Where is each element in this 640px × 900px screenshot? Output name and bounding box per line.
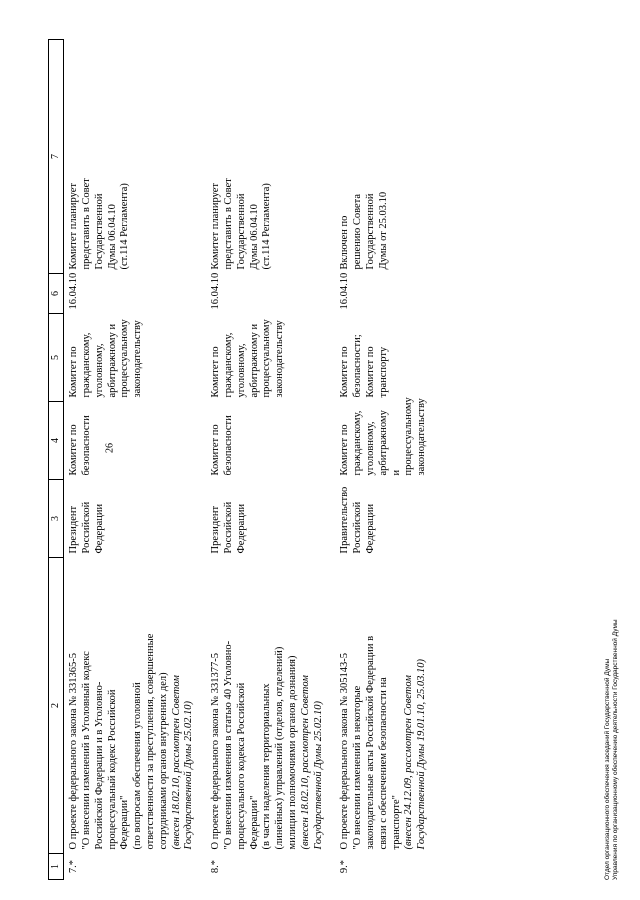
responsible-line: процессуальному xyxy=(119,319,131,398)
desc-line: "О внесении изменения в статью 40 Уголовно- xyxy=(222,640,234,850)
remark-line: представить в Совет xyxy=(222,178,234,270)
desc-line: законодательные акты Российской Федерации в xyxy=(364,635,376,850)
desc-line: (в части наделения территориальных xyxy=(261,683,273,850)
header-row xyxy=(49,40,64,880)
row-number: 8.* xyxy=(210,859,222,874)
bill-note: Государственной Думы 25.02.10) xyxy=(183,701,195,850)
initiator-line: Президент xyxy=(210,505,222,554)
desc-line: Федерации" xyxy=(119,795,131,850)
remark xyxy=(335,40,439,274)
row-number: 9.* xyxy=(339,859,351,874)
bill-note: Государственной Думы 25.02.10) xyxy=(312,701,324,850)
co-committee-line: процессуальному xyxy=(403,397,415,476)
responsible-line: безопасности; xyxy=(352,334,364,398)
initiator-line: Президент xyxy=(68,505,80,554)
initiator-line: Федерации xyxy=(235,503,247,554)
page-number: 26 xyxy=(104,443,116,453)
date: 16.04.10 xyxy=(339,272,351,310)
responsible-line: Комитет по xyxy=(339,346,351,398)
responsible-line: гражданскому, xyxy=(80,332,92,398)
bill-description xyxy=(64,558,206,854)
desc-line: "О внесении изменений в некоторые xyxy=(352,685,364,850)
responsible-line: Комитет по xyxy=(210,346,222,398)
header-col-6: 6 xyxy=(49,274,64,314)
co-committee-line: уголовному, xyxy=(364,421,376,476)
desc-line: процессуальный кодекс Российской xyxy=(106,689,118,850)
responsible-line: транспорту xyxy=(377,346,389,398)
header-col-3: 3 xyxy=(49,480,64,558)
initiator-line: Российской xyxy=(222,501,234,554)
remark-line: представить в Совет xyxy=(80,178,92,270)
co-committee xyxy=(206,402,335,480)
responsible-line: процессуальному xyxy=(261,319,273,398)
responsible-line: арбитражному и xyxy=(106,323,118,398)
responsible-line: законодательству xyxy=(132,320,144,398)
co-committee-line: Комитет по xyxy=(339,424,351,476)
desc-line: связи с обеспечением безопасности на xyxy=(377,677,389,850)
date: 16.04.10 xyxy=(68,272,80,310)
date: 16.04.10 xyxy=(210,272,222,310)
responsible-line: Комитет по xyxy=(68,346,80,398)
desc-line: процессуального кодекса Российской xyxy=(235,682,247,850)
table-row xyxy=(64,40,206,880)
remark-line: (ст.114 Регламента) xyxy=(119,183,131,270)
desc-line: "О внесении изменений в Уголовный кодекс xyxy=(80,651,92,850)
bill-title: О проекте федерального закона № 331365-5 xyxy=(68,652,80,850)
co-committee-line: гражданскому, xyxy=(352,410,364,476)
desc-line: Федерации" xyxy=(248,795,260,850)
header-col-7: 7 xyxy=(49,40,64,274)
responsible-committee xyxy=(64,314,206,402)
bill-note: (внесен 24.12.09, рассмотрен Советом xyxy=(403,675,415,850)
responsible-line: арбитражному и xyxy=(248,323,260,398)
initiator-line: Правительство xyxy=(339,486,351,554)
responsible-line: гражданскому, xyxy=(222,332,234,398)
remark-line: Думы 06.04.10 xyxy=(248,204,260,270)
co-committee-line: Комитет по xyxy=(68,424,80,476)
co-committee xyxy=(335,397,439,480)
bill-description xyxy=(335,558,439,854)
co-committee-line: законодательству xyxy=(416,398,428,476)
legislation-table xyxy=(48,39,439,880)
desc-line: транспорте" xyxy=(390,795,402,850)
remark-line: Включен по xyxy=(339,215,351,270)
footer-line-2: Управления по организационному обеспечению деятельности Государственной Думы xyxy=(612,619,620,880)
initiator xyxy=(64,480,206,558)
bill-note: (внесен 18.02.10, рассмотрен Советом xyxy=(299,675,311,850)
table-row xyxy=(206,40,335,880)
remark-line: Государственной xyxy=(235,193,247,270)
initiator-line: Российской xyxy=(352,501,364,554)
co-committee-line: безопасности xyxy=(222,415,234,476)
co-committee-line: Комитет по xyxy=(210,424,222,476)
responsible-line: Комитет по xyxy=(364,346,376,398)
header-col-2: 2 xyxy=(49,558,64,854)
co-committee xyxy=(64,402,206,480)
desc-line: (линейных) управлений (отделов, отделений) xyxy=(274,646,286,850)
remark-line: Комитет планирует xyxy=(68,183,80,270)
responsible-committee xyxy=(206,314,335,402)
bill-title: О проекте федерального закона № 305143-5 xyxy=(339,652,351,850)
remark-line: Думы 06.04.10 xyxy=(106,204,118,270)
responsible-line: законодательству xyxy=(274,320,286,398)
table-row xyxy=(335,40,439,880)
remark-line: Государственной xyxy=(93,193,105,270)
initiator-line: Федерации xyxy=(93,503,105,554)
initiator-line: Российской xyxy=(80,501,92,554)
desc-line: сотрудниками органов внутренних дел) xyxy=(157,672,169,850)
bill-note: (внесен 18.02.10, рассмотрен Советом xyxy=(170,675,182,850)
remark-line: Думы от 25.03.10 xyxy=(377,191,389,270)
responsible-line: уголовному, xyxy=(93,343,105,398)
header-col-5: 5 xyxy=(49,314,64,402)
page-footer xyxy=(604,619,621,880)
remark xyxy=(206,40,335,274)
remark-line: (ст.114 Регламента) xyxy=(261,183,273,270)
remark xyxy=(64,40,206,274)
bill-note: Государственной Думы 19.01.10, 25.03.10) xyxy=(416,659,428,850)
co-committee-line: безопасности xyxy=(80,415,92,476)
desc-line: (по вопросам обеспечения уголовной xyxy=(132,682,144,850)
responsible-committee xyxy=(335,314,439,402)
desc-line: Российской Федерации и в Уголовно- xyxy=(93,681,105,850)
header-col-1: 1 xyxy=(49,854,64,880)
initiator xyxy=(335,480,439,558)
co-committee-line: арбитражному и xyxy=(377,410,402,476)
header-col-4: 4 xyxy=(49,402,64,480)
desc-line: милиции полномочиями органов дознания) xyxy=(286,655,298,850)
initiator xyxy=(206,480,335,558)
rotated-page-content xyxy=(48,40,588,880)
desc-line: ответственности за преступления, совершенные xyxy=(144,633,156,850)
footer-line-1: Отдел организационного обеспечения заседаний Государственной Думы xyxy=(604,658,611,880)
bill-title: О проекте федерального закона № 331377-5 xyxy=(210,652,222,850)
responsible-line: уголовному, xyxy=(235,343,247,398)
bill-description xyxy=(206,558,335,854)
remark-line: решению Совета xyxy=(352,193,364,270)
row-number: 7.* xyxy=(68,859,80,874)
initiator-line: Федерации xyxy=(364,503,376,554)
remark-line: Государственной xyxy=(364,193,376,270)
remark-line: Комитет планирует xyxy=(210,183,222,270)
